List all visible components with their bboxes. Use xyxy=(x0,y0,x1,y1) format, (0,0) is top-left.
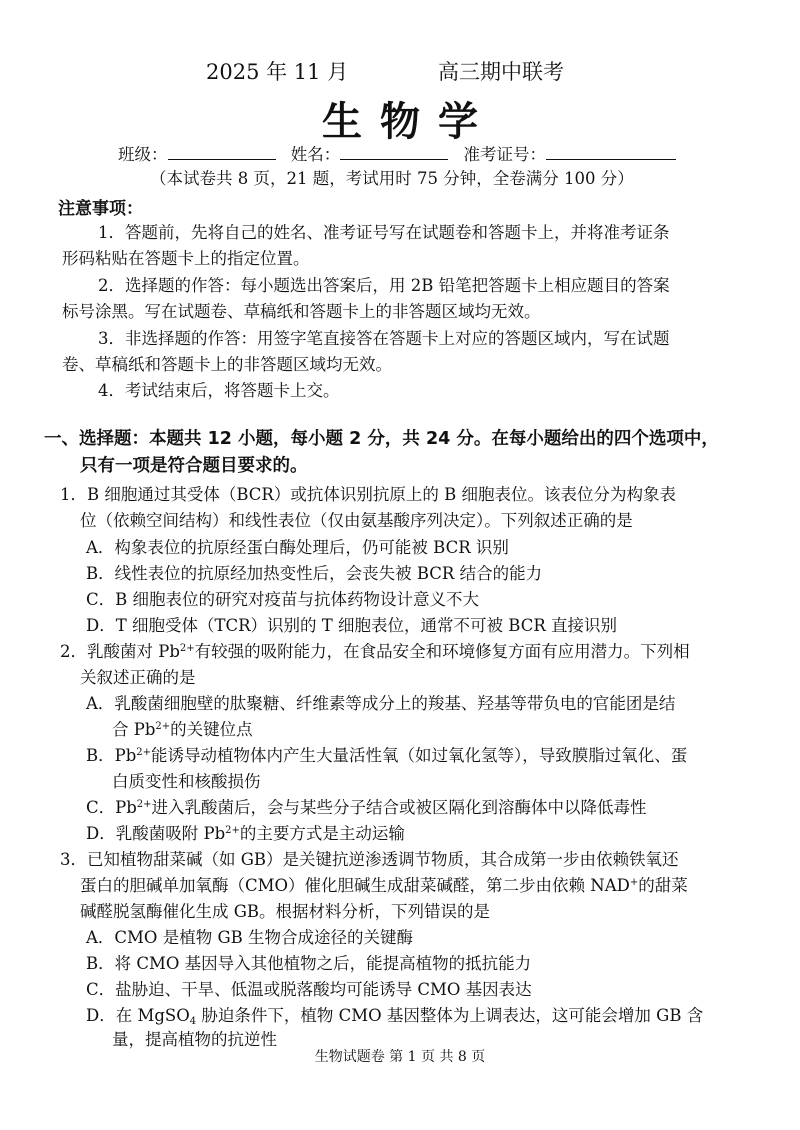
q3-option-d: D．在 MgSO$_4$ 胁迫条件下，植物 CMO 基因整体为上调表达，这可能会增加 GB 含 xyxy=(86,1006,704,1027)
q2-option-c: C．$Pb^{2+}$进入乳酸菌后，会与某些分子结合或被区隔化到溶酶体中以降低毒性 xyxy=(86,798,647,817)
section-heading: 一、选择题：本题共 12 小题，每小题 2 分，共 24 分。在每小题给出的四个选项中， xyxy=(44,429,719,449)
q3-option-d-cont: 量，提高植物的抗逆性 xyxy=(112,1030,277,1049)
notice-line: 1．答题前，先将自己的姓名、准考证号写在试题卷和答题卡上，并将准考证条 xyxy=(98,223,670,242)
q3-stem-cont: 蛋白的胆碱单加氧酶（CMO）催化胆碱生成甜菜碱醛，第二步由依赖 NAD+的甜菜 xyxy=(80,876,688,895)
name-label: 姓名： xyxy=(290,145,341,164)
id-blank[interactable] xyxy=(546,143,676,160)
q1-stem: 1．B 细胞通过其受体（BCR）或抗体识别抗原上的 B 细胞表位。该表位分为构象表 xyxy=(60,485,676,504)
q2-option-d: D．乳酸菌吸附 $Pb^{2+}$的主要方式是主动运输 xyxy=(86,824,405,843)
page-footer: 生物试题卷 第 1 页 共 8 页 xyxy=(314,1049,486,1065)
exam-name: 高三期中联考 xyxy=(438,60,564,84)
q3-option-b: B．将 CMO 基因导入其他植物之后，能提高植物的抵抗能力 xyxy=(86,954,532,973)
q2-option-a: A．乳酸菌细胞壁的肽聚糖、纤维素等成分上的羧基、羟基等带负电的官能团是结 xyxy=(86,694,676,713)
q3-stem: 3．已知植物甜菜碱（如 GB）是关键抗逆渗透调节物质，其合成第一步由依赖铁氧还 xyxy=(60,850,679,869)
notice-line: 标号涂黑。写在试题卷、草稿纸和答题卡上的非答题区域均无效。 xyxy=(62,302,541,321)
notice-line: 4．考试结束后，将答题卡上交。 xyxy=(98,381,340,400)
q2-option-b: B．$Pb^{2+}$能诱导动植物体内产生大量活性氧（如过氧化氢等），导致膜脂过氧化、蛋 xyxy=(86,746,688,765)
q2-stem: 2．乳酸菌对 $Pb^{2+}$有较强的吸附能力，在食品安全和环境修复方面有应用潜力。下列相 xyxy=(60,642,690,661)
ion-charge: 2+ xyxy=(155,721,171,732)
candidate-fields xyxy=(118,141,686,165)
subject-title: 生物学 xyxy=(322,98,496,145)
q3-stem-cont: 碱醛脱氢酶催化生成 GB。根据材料分析，下列错误的是 xyxy=(80,902,491,921)
class-blank[interactable] xyxy=(168,143,276,160)
q3-option-a: A．CMO 是植物 GB 生物合成途径的关键酶 xyxy=(86,928,414,947)
q2-option-a-cont: 合 $Pb^{2+}$的关键位点 xyxy=(112,720,253,739)
ion-charge: 2+ xyxy=(225,825,240,836)
sulfate-subscript: 4 xyxy=(189,1016,197,1027)
q1-option-a: A．构象表位的抗原经蛋白酶处理后，仍可能被 BCR 识别 xyxy=(86,538,509,557)
ion-charge: 2+ xyxy=(136,799,152,810)
exam-info: （本试卷共 8 页，21 题，考试用时 75 分钟，全卷满分 100 分） xyxy=(150,169,634,188)
notice-line: 形码粘贴在答题卡上的指定位置。 xyxy=(62,249,310,268)
exam-header xyxy=(0,56,800,86)
q3-option-c: C．盐胁迫、干旱、低温或脱落酸均可能诱导 CMO 基因表达 xyxy=(86,980,532,999)
name-blank[interactable] xyxy=(340,143,448,160)
notice-title: 注意事项： xyxy=(58,199,143,219)
q2-stem-cont: 关叙述正确的是 xyxy=(80,668,196,687)
nad-charge: + xyxy=(629,877,639,888)
q1-stem-cont: 位（依赖空间结构）和线性表位（仅由氨基酸序列决定）。下列叙述正确的是 xyxy=(80,511,633,530)
q2-option-b-cont: 白质变性和核酸损伤 xyxy=(112,772,261,791)
exam-date: 2025 年 11 月 xyxy=(206,60,349,84)
ion-charge: 2+ xyxy=(136,747,152,758)
notice-line: 2．选择题的作答：每小题选出答案后，用 2B 铅笔把答题卡上相应题目的答案 xyxy=(98,276,670,295)
ion-charge: 2+ xyxy=(179,643,195,654)
class-label: 班级： xyxy=(118,145,168,164)
section-heading-cont: 只有一项是符合题目要求的。 xyxy=(80,456,308,476)
notice-line: 卷、草稿纸和答题卡上的非答题区域均无效。 xyxy=(62,355,392,374)
notice-line: 3．非选择题的作答：用签字笔直接答在答题卡上对应的答题区域内，写在试题 xyxy=(98,329,670,348)
q1-option-d: D．T 细胞受体（TCR）识别的 T 细胞表位，通常不可被 BCR 直接识别 xyxy=(86,616,617,635)
id-label: 准考证号： xyxy=(463,145,546,164)
q1-option-b: B．线性表位的抗原经加热变性后，会丧失被 BCR 结合的能力 xyxy=(86,564,543,583)
q1-option-c: C．B 细胞表位的研究对疫苗与抗体药物设计意义不大 xyxy=(86,590,479,609)
